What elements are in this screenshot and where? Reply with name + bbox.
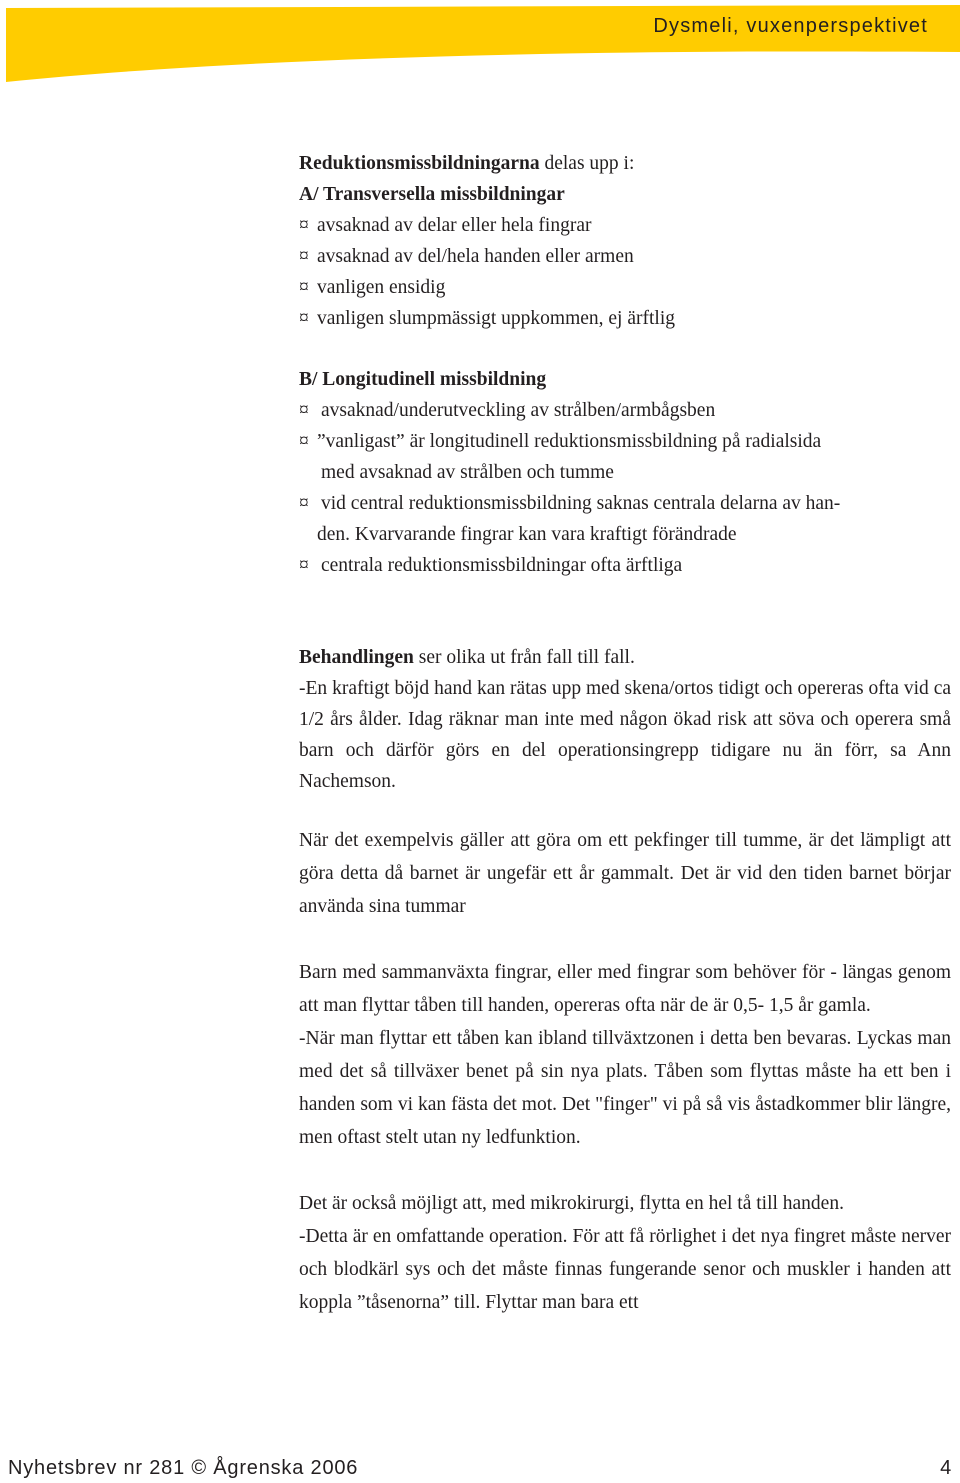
paragraph-pekfinger: När det exempelvis gäller att göra om ett pekfinger till tumme, är det lämpligt att göra detta då barnet är ungefär ett år gammalt. Det är vid den tiden barnet börjar använda sina tummar (299, 830, 951, 917)
section-a-intro (299, 148, 951, 179)
list-item-continuation: den. Kvarvarande fingrar kan vara kraftigt förändrade (317, 524, 737, 545)
list-item: ¤ avsaknad av del/hela handen eller armen (299, 241, 951, 272)
intro-bold-term: Reduktionsmissbildningarna (299, 153, 540, 174)
page-number: 4 (940, 1457, 952, 1479)
section-a-heading: A/ Transversella missbildningar (299, 184, 565, 205)
page-footer (8, 1457, 952, 1480)
list-item: ¤ avsaknad av delar eller hela fingrar (299, 210, 951, 241)
bullet-icon: ¤ (299, 400, 309, 421)
article-body (299, 148, 951, 1319)
list-item: ¤ vid central reduktionsmissbildning saknas centrala delarna av han- (299, 488, 951, 519)
bullet-icon: ¤ (299, 308, 309, 329)
behandling-heading: Behandlingen ser olika ut från fall till fall. (299, 647, 635, 668)
intro-rest: delas upp i: (539, 153, 635, 174)
bullet-icon: ¤ (299, 277, 309, 298)
header-banner (0, 0, 960, 90)
bullet-icon: ¤ (299, 493, 309, 514)
list-item: ¤ ”vanligast” är longitudinell reduktionsmissbildning på radialsida (299, 426, 951, 457)
list-item: ¤ avsaknad/underutveckling av strålben/armbågsben (299, 395, 951, 426)
section-b-heading: B/ Longitudinell missbildning (299, 369, 547, 390)
list-item: ¤ vanligen slumpmässigt uppkommen, ej ärftlig (299, 303, 951, 334)
list-item-continuation: med avsaknad av strålben och tumme (321, 462, 614, 483)
bullet-icon: ¤ (299, 246, 309, 267)
paragraph-sammanvaxta: Barn med sammanväxta fingrar, eller med fingrar som behöver för - längas genom att man flyttar tåben till handen, opereras ofta när de är 0,5- 1,5 år gamla. (299, 962, 951, 1016)
behandling-paragraph: -En kraftigt böjd hand kan rätas upp med skena/ortos tidigt och opereras ofta vid ca 1/2 års ålder. Idag räknar man inte med någon ökad risk att söva och operera små barn och därför görs en del operationsingrepp tidigare nu än förr, sa Ann Nachemson. (299, 678, 951, 792)
bullet-icon: ¤ (299, 215, 309, 236)
paragraph-mikrokirurgi: Det är också möjligt att, med mikrokirurgi, flytta en hel tå till handen. (299, 1193, 844, 1214)
bullet-icon: ¤ (299, 555, 309, 576)
footer-credit: Nyhetsbrev nr 281 © Ågrenska 2006 (8, 1457, 359, 1479)
paragraph-taben: -När man flyttar ett tåben kan ibland tillväxtzonen i detta ben bevaras. Lyckas man med det så tillväxer benet på sin nya plats. Tåben som flyttas måste ha ett ben i handen som vi kan fästa det mot. Det "finger" vi på så vis åstadkommer blir längre, men oftast stelt utan ny ledfunktion. (299, 1028, 951, 1148)
running-header-title: Dysmeli, vuxenperspektivet (653, 15, 928, 37)
paragraph-operation: -Detta är en omfattande operation. För att få rörlighet i det nya fingret måste nerver och blodkärl sys och det måste finnas fungerande senor och muskler i handen att koppla ”tåsenorna” till. Flyttar man bara ett (299, 1226, 951, 1313)
list-item: ¤ vanligen ensidig (299, 272, 951, 303)
banner-shape (0, 0, 960, 90)
bullet-icon: ¤ (299, 431, 309, 452)
list-item: ¤ centrala reduktionsmissbildningar ofta ärftliga (299, 550, 951, 581)
